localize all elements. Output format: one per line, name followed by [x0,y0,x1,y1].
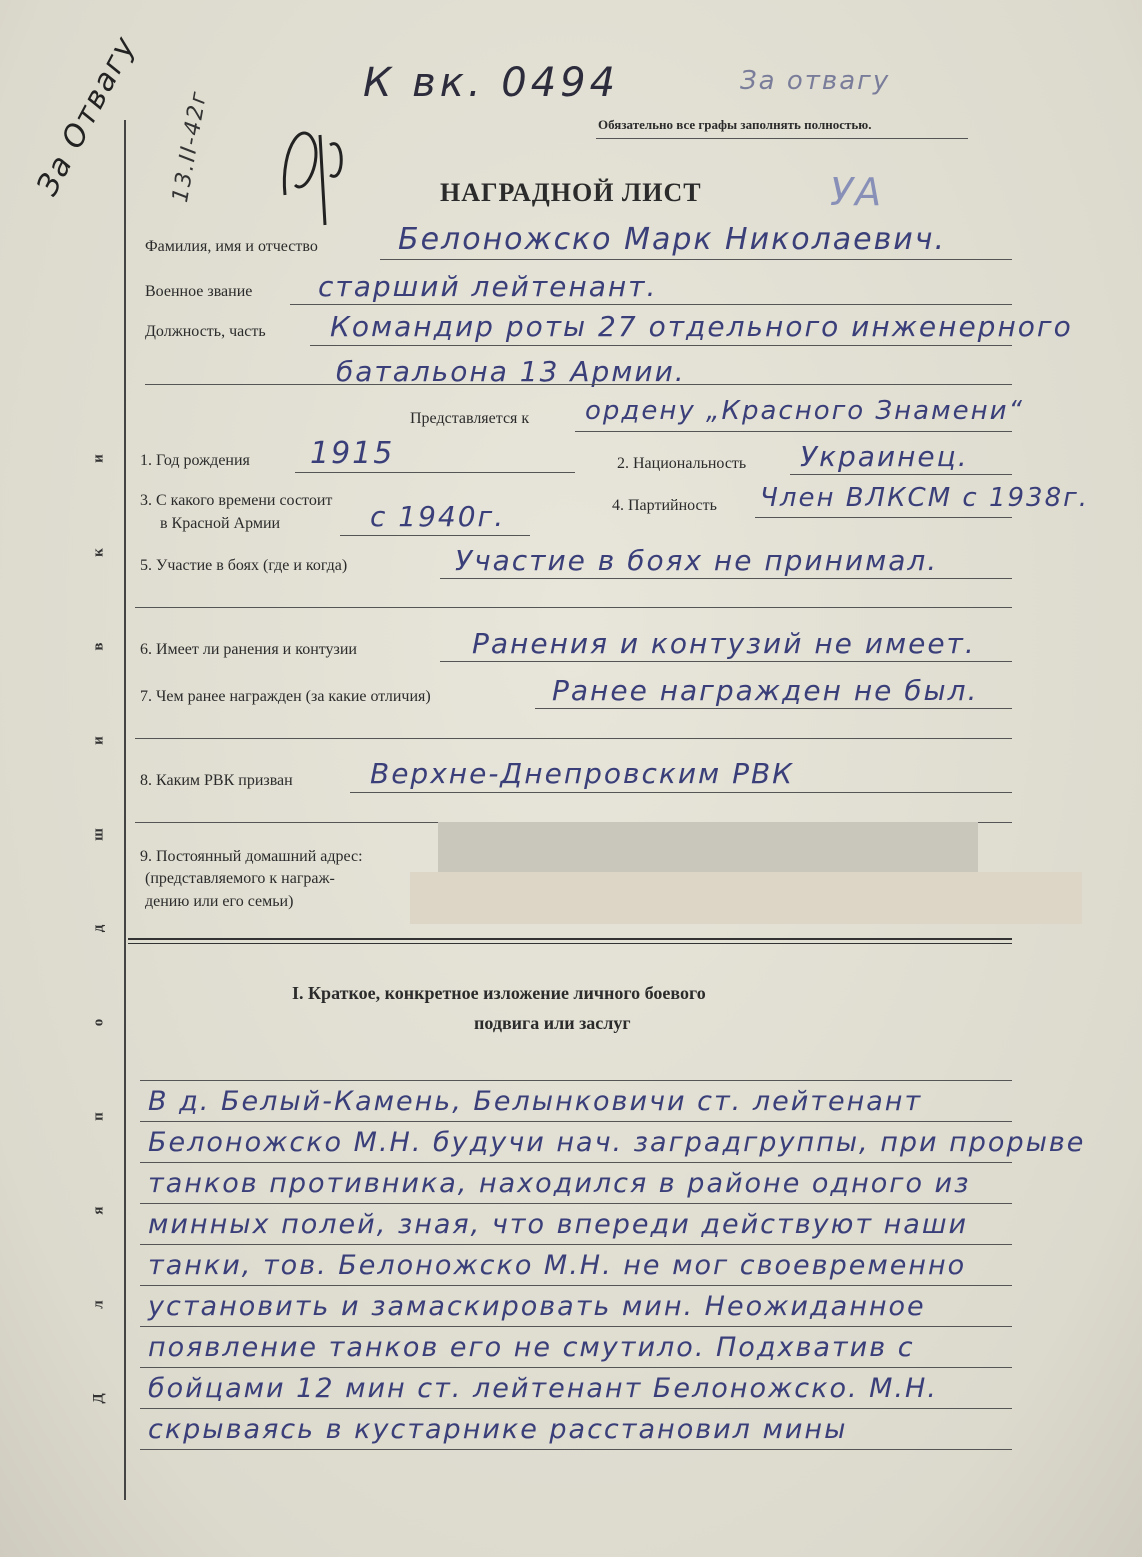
sidebar-letter: и [90,736,107,745]
sidebar-letter: ш [90,828,107,841]
sidebar-letter: Д [90,1393,107,1404]
narrative-line: Белоножско М.Н. будучи нач. заградгруппы, при прорыве [148,1127,1086,1158]
full-name-underline [380,259,1012,260]
address-label-3: дению или его семьи) [145,893,294,910]
birth-year-label: 1. Год рождения [140,452,250,469]
sidebar-letter: и [90,454,107,463]
narrative-line: появление танков его не смутило. Подхватив с [148,1332,915,1363]
service-since-underline [340,535,530,536]
position-underline-2 [145,384,1012,385]
narrative-line: скрываясь в кустарнике расстановил мины [148,1414,848,1445]
service-since-value: с 1940г. [370,500,506,533]
narrative-line: В д. Белый-Камень, Белынковичи ст. лейтенант [148,1086,923,1117]
section-divider-2 [128,943,1012,944]
full-name-label: Фамилия, имя и отчество [145,238,318,255]
narrative-rule [140,1408,1012,1409]
wounds-label: 6. Имеет ли ранения и контузии [140,641,357,658]
party-value: Член ВЛКСМ с 1938г. [760,483,1090,513]
initials-mark: УА [830,170,884,214]
nationality-label: 2. Национальность [617,455,747,472]
previous-awards-label: 7. Чем ранее награжден (за какие отличия) [140,688,431,705]
binding-margin-line [124,120,126,1500]
sidebar-letter: к [90,548,107,557]
narrative-line: бойцами 12 мин ст. лейтенант Белоножско. М.Н. [148,1373,938,1404]
narrative-line: танков противника, находился в районе одного из [148,1168,971,1199]
position-underline-1 [310,345,1012,346]
previous-awards-underline-2 [135,738,1012,739]
sidebar-letter: д [90,924,107,933]
archive-number: К вк. 0494 [363,60,620,106]
narrative-rule [140,1244,1012,1245]
sidebar-letter: в [90,642,107,651]
section-divider-1 [128,938,1012,940]
party-label: 4. Партийность [612,497,717,514]
rank-value: старший лейтенант. [318,270,658,303]
battles-underline [440,578,1012,579]
section-heading-line1: I. Краткое, конкретное изложение личного боевого [292,983,706,1003]
party-underline [755,517,1012,518]
narrative-line: танки, тов. Белоножско М.Н. не мог своевременно [148,1250,967,1281]
nominated-label: Представляется к [410,410,530,427]
sidebar-letter: л [90,1300,107,1309]
position-value-line1: Командир роты 27 отдельного инженерного [330,310,1073,343]
narrative-rule [140,1367,1012,1368]
nominated-underline [575,431,1012,432]
address-label-2: (представляемого к награж- [145,870,335,887]
redacted-address-block [438,822,978,872]
instruction-text: Обязательно все графы заполнять полностью. [598,117,872,132]
nationality-value: Украинец. [800,440,969,473]
battles-underline-2 [135,607,1012,608]
rvk-label: 8. Каким РВК призван [140,772,293,789]
narrative-rule [140,1449,1012,1450]
narrative-rule [140,1203,1012,1204]
birth-year-value: 1915 [310,436,395,471]
redacted-address-block-2 [410,872,1082,924]
narrative-rule [140,1121,1012,1122]
battles-label: 5. Участие в боях (где и когда) [140,557,348,574]
service-since-label-2: в Красной Армии [160,515,281,532]
narrative-rule [140,1326,1012,1327]
margin-note: За Отвагу [30,29,144,202]
nationality-underline [790,474,1012,475]
position-value-line2: батальона 13 Армии. [336,355,686,388]
previous-awards-value: Ранее награжден не был. [552,674,979,707]
wounds-value: Ранения и контузий не имеет. [472,627,976,660]
previous-awards-underline [535,708,1012,709]
section-heading-line2: подвига или заслуг [474,1013,631,1033]
narrative-rule [140,1162,1012,1163]
position-label: Должность, часть [145,323,266,340]
sidebar-letter: п [90,1112,107,1121]
sidebar-letter: я [90,1206,107,1215]
rvk-underline [350,792,1012,793]
signature-mark [275,105,355,235]
battles-value: Участие в боях не принимал. [455,544,939,577]
nominated-value: ордену „Красного Знамени“ [585,396,1025,426]
narrative-line: минных полей, зная, что впереди действуют наши [148,1209,969,1240]
wounds-underline [440,661,1012,662]
top-right-note: За отвагу [740,66,891,96]
rank-underline [290,304,1012,305]
margin-date: 13.II-42г [168,88,213,205]
instruction-underline [596,138,968,139]
birth-year-underline [295,472,575,473]
rvk-value: Верхне-Днепровским РВК [370,757,795,790]
rank-label: Военное звание [145,283,253,300]
narrative-rule [140,1080,1012,1081]
full-name-value: Белоножско Марк Николаевич. [398,222,947,257]
address-label-1: 9. Постоянный домашний адрес: [140,848,363,865]
narrative-rule [140,1285,1012,1286]
document-title: НАГРАДНОЙ ЛИСТ [440,178,702,207]
sidebar-letter: о [90,1018,107,1027]
service-since-label-1: 3. С какого времени состоит [140,492,333,509]
narrative-line: установить и замаскировать мин. Неожиданное [148,1291,926,1322]
